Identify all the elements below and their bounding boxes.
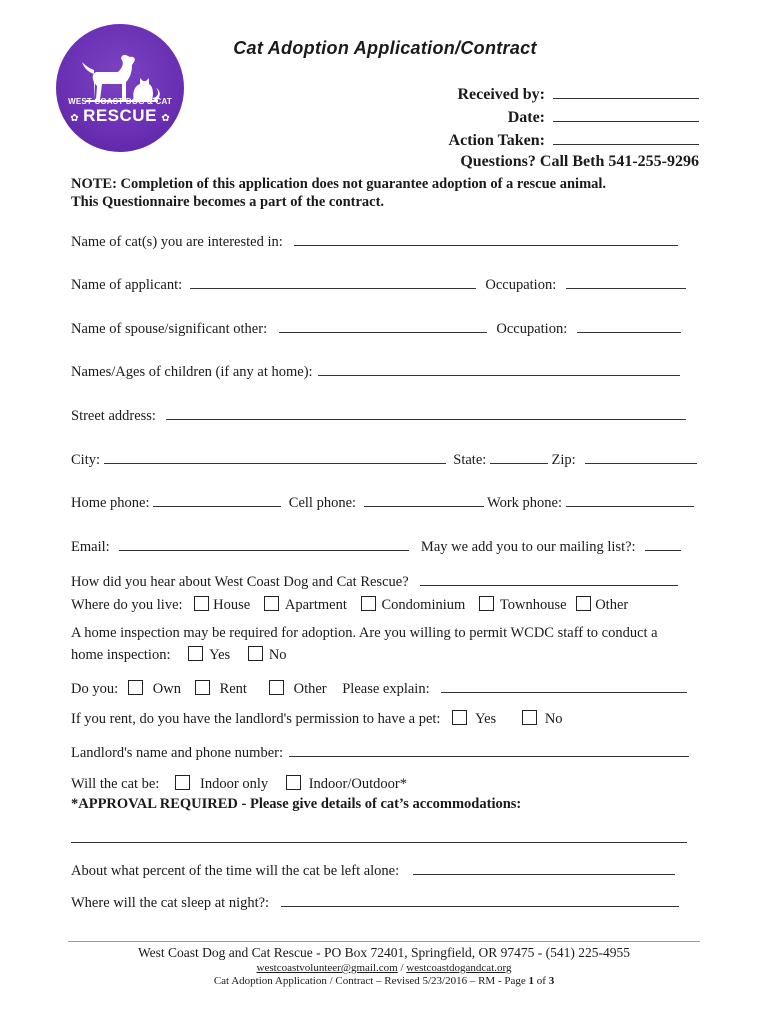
ownership-row xyxy=(71,678,687,698)
rent-checkbox[interactable] xyxy=(195,680,210,695)
landlord-no-checkbox[interactable] xyxy=(522,710,537,725)
action-taken-label: Action Taken: xyxy=(448,132,545,149)
paw-icon: ✿ xyxy=(161,113,170,124)
condominium-label: Condominium xyxy=(381,597,466,613)
spouse-field[interactable] xyxy=(279,318,487,333)
other-ownership-label: Other xyxy=(293,681,327,697)
revision-text: Cat Adoption Application / Contract – Revised 5/23/2016 – RM - Page xyxy=(213,975,529,987)
children-field[interactable] xyxy=(318,361,680,376)
home-phone-label: Home phone: xyxy=(71,495,150,511)
cat-names-label: Name of cat(s) you are interested in: xyxy=(71,234,283,250)
city-row xyxy=(71,449,697,469)
note-line1: NOTE: Completion of this application does not guarantee adoption of a rescue animal. xyxy=(71,176,607,192)
inspection-line1: A home inspection may be required for adoption. Are you willing to permit WCDC staff to conduct a xyxy=(71,625,658,641)
document-title: Cat Adoption Application/Contract xyxy=(233,38,537,58)
logo-line2: RESCUE xyxy=(83,106,157,125)
note-line2: This Questionnaire becomes a part of the contract. xyxy=(71,194,385,210)
inspection-row xyxy=(71,646,287,664)
sleep-field[interactable] xyxy=(281,892,679,907)
landlord-yes-label: Yes xyxy=(475,711,497,727)
zip-label: Zip: xyxy=(551,452,576,468)
city-label: City: xyxy=(71,452,101,468)
applicant-label: Name of applicant: xyxy=(71,277,183,293)
heard-about-row xyxy=(71,571,678,591)
other-residence-checkbox[interactable] xyxy=(576,596,591,611)
townhouse-checkbox[interactable] xyxy=(479,596,494,611)
action-taken-row xyxy=(449,130,699,150)
spouse-occupation-field[interactable] xyxy=(577,318,681,333)
own-label: Own xyxy=(152,681,181,697)
page-total: 3 xyxy=(548,975,555,987)
indoor-only-checkbox[interactable] xyxy=(175,775,190,790)
inspection-yes-label: Yes xyxy=(209,647,231,663)
other-residence-label: Other xyxy=(595,597,629,613)
accommodations-field[interactable] xyxy=(71,842,687,843)
phones-row xyxy=(71,492,694,512)
children-label: Names/Ages of children (if any at home): xyxy=(71,364,313,380)
cat-names-row xyxy=(71,231,678,251)
other-ownership-checkbox[interactable] xyxy=(269,680,284,695)
street-row xyxy=(71,405,686,425)
occupation-field[interactable] xyxy=(566,274,686,289)
logo-line1: WEST COAST DOG & CAT xyxy=(68,97,172,106)
street-label: Street address: xyxy=(71,408,156,424)
sleep-label: Where will the cat sleep at night?: xyxy=(71,895,270,911)
heard-about-label: How did you hear about West Coast Dog and Cat Rescue? xyxy=(71,574,409,590)
indoor-outdoor-label: Indoor/Outdoor* xyxy=(308,776,407,792)
landlord-yes-checkbox[interactable] xyxy=(452,710,467,725)
approval-required: *APPROVAL REQUIRED - Please give details of cat’s accommodations: xyxy=(71,796,522,812)
state-label: State: xyxy=(453,452,487,468)
landlord-name-field[interactable] xyxy=(289,742,689,757)
city-field[interactable] xyxy=(104,449,446,464)
home-phone-field[interactable] xyxy=(153,492,281,507)
landlord-name-row xyxy=(71,742,689,762)
email-field[interactable] xyxy=(119,536,409,551)
house-checkbox[interactable] xyxy=(194,596,209,611)
where-live-label: Where do you live: xyxy=(71,597,183,613)
own-checkbox[interactable] xyxy=(128,680,143,695)
please-explain-label: Please explain: xyxy=(342,681,430,697)
received-by-field[interactable] xyxy=(553,84,699,99)
landlord-permission-row xyxy=(71,710,563,728)
condominium-checkbox[interactable] xyxy=(361,596,376,611)
cell-phone-field[interactable] xyxy=(364,492,484,507)
percent-alone-label: About what percent of the time will the cat be left alone: xyxy=(71,863,400,879)
received-by-row xyxy=(457,84,699,104)
landlord-no-label: No xyxy=(544,711,563,727)
footer-address: West Coast Dog and Cat Rescue - PO Box 72401, Springfield, OR 97475 - (541) 225-4955 xyxy=(138,945,630,960)
page-of: of xyxy=(534,975,549,987)
percent-alone-field[interactable] xyxy=(413,860,675,875)
apartment-label: Apartment xyxy=(284,597,347,613)
landlord-name-label: Landlord's name and phone number: xyxy=(71,745,283,761)
sleep-row xyxy=(71,892,679,912)
email-label: Email: xyxy=(71,539,110,555)
heard-about-field[interactable] xyxy=(420,571,678,586)
cell-phone-label: Cell phone: xyxy=(288,495,357,511)
footer-divider xyxy=(68,941,700,942)
email-row xyxy=(71,536,681,556)
logo-line2-wrap xyxy=(56,106,184,126)
rent-label: Rent xyxy=(219,681,247,697)
will-cat-be-label: Will the cat be: xyxy=(71,776,160,792)
indoor-row xyxy=(71,775,407,793)
mailing-list-field[interactable] xyxy=(645,536,681,551)
do-you-label: Do you: xyxy=(71,681,119,697)
street-field[interactable] xyxy=(166,405,686,420)
inspection-yes-checkbox[interactable] xyxy=(188,646,203,661)
spouse-occupation-label: Occupation: xyxy=(496,321,568,337)
work-phone-label: Work phone: xyxy=(487,495,562,511)
applicant-field[interactable] xyxy=(190,274,476,289)
please-explain-field[interactable] xyxy=(441,678,687,693)
inspection-label: home inspection: xyxy=(71,647,171,663)
inspection-no-label: No xyxy=(268,647,287,663)
townhouse-label: Townhouse xyxy=(499,597,567,613)
footer-link-separator: / xyxy=(400,962,404,974)
where-live-row xyxy=(71,596,628,614)
indoor-outdoor-checkbox[interactable] xyxy=(286,775,301,790)
spouse-label: Name of spouse/significant other: xyxy=(71,321,268,337)
applicant-row xyxy=(71,274,686,294)
office-date-label: Date: xyxy=(507,109,545,126)
spouse-row xyxy=(71,318,681,338)
occupation-label: Occupation: xyxy=(485,277,557,293)
indoor-only-label: Indoor only xyxy=(200,776,269,792)
action-taken-field[interactable] xyxy=(553,130,699,145)
footer-revision xyxy=(68,975,700,987)
children-row xyxy=(71,361,680,381)
apartment-checkbox[interactable] xyxy=(264,596,279,611)
landlord-permission-label: If you rent, do you have the landlord's permission to have a pet: xyxy=(71,711,441,727)
state-field[interactable] xyxy=(490,449,548,464)
percent-alone-row xyxy=(71,860,675,880)
received-by-label: Received by: xyxy=(457,86,545,103)
questions-contact: Questions? Call Beth 541-255-9296 xyxy=(460,153,699,170)
house-label: House xyxy=(213,597,251,613)
footer-links xyxy=(68,962,700,974)
zip-field[interactable] xyxy=(585,449,697,464)
paw-icon: ✿ xyxy=(70,113,79,124)
cat-names-field[interactable] xyxy=(294,231,678,246)
inspection-no-checkbox[interactable] xyxy=(248,646,263,661)
office-date-field[interactable] xyxy=(553,107,699,122)
mailing-list-label: May we add you to our mailing list?: xyxy=(420,539,636,555)
footer-email-link[interactable]: westcoastvolunteer@gmail.com xyxy=(256,962,398,974)
page-number: 1 xyxy=(528,975,535,987)
footer-website-link[interactable]: westcoastdogandcat.org xyxy=(406,962,512,974)
office-date-row xyxy=(508,107,699,127)
work-phone-field[interactable] xyxy=(566,492,694,507)
